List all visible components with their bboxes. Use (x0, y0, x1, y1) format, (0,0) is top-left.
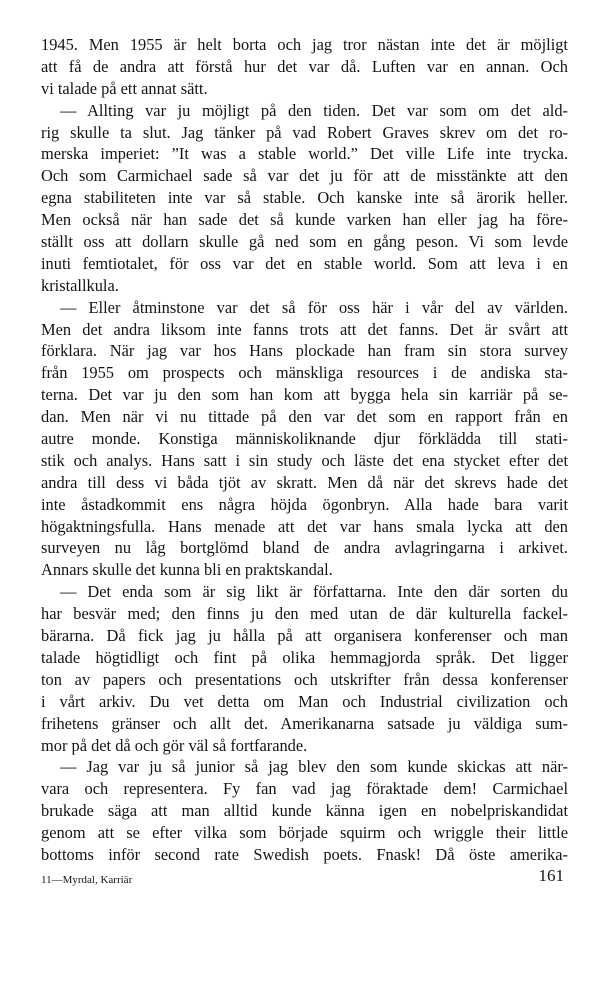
text-line: — Eller åtminstone var det så för oss här i vår del av världen. (60, 297, 568, 317)
text-line: — Det enda som är sig likt är författarna. Inte den där sorten du (60, 582, 568, 602)
text-line: inte åstadkommit ens några höjda ögonbryn. Alla hade bara varit (41, 494, 568, 514)
text-line: stik och analys. Hans satt i sin study och läste det ena stycket efter det (41, 450, 568, 470)
text-line: vara och representera. Fy fan vad jag föraktade dem! Carmichael (41, 779, 568, 799)
text-line: andra till dess vi båda tjöt av skratt. Men då när det skrevs hade det (41, 472, 568, 492)
text-line: talade högtidligt och fint på olika hemmagjorda språk. Det ligger (41, 647, 568, 667)
text-line: — Allting var ju möjligt på den tiden. Det var som om det ald- (60, 100, 568, 120)
text-line: 1945. Men 1955 är helt borta och jag tror nästan inte det är möjligt (41, 35, 568, 54)
text-line: inuti femtiotalet, för oss var det en stable world. Som att leva i en (41, 253, 568, 273)
text-line: högaktningsfulla. Hans menade att det var hans smala lycka att den (41, 516, 568, 536)
text-line: Och som Carmichael sade så var det ju för att de misstänkte att den (41, 166, 568, 186)
text-line: Men också när han sade det så kunde varken han eller jag ha före- (41, 210, 568, 230)
text-line: autre monde. Konstiga människoliknande djur förklädda till stati- (41, 429, 568, 449)
text-line: egna stabiliteten inte var så stable. Och kanske inte så ärorik heller. (41, 188, 568, 208)
text-line: att få de andra att förstå hur det var då. Luften var en annan. Och (41, 56, 568, 76)
text-line: — Jag var ju så junior så jag blev den som kunde skickas att när- (60, 757, 568, 777)
text-line: mor på det då och gör väl så fortfarande. (41, 735, 308, 755)
text-line: brukade säga att man alltid kunde känna igen en nobelpriskandidat (41, 801, 568, 821)
text-line: genom att se efter vilka som började squirm och wriggle their little (41, 823, 568, 843)
text-line: vi talade på ett annat sätt. (41, 78, 208, 98)
text-line: bottoms inför second rate Swedish poets. Fnask! Då öste amerika- (41, 844, 568, 864)
page-number: 161 (538, 866, 564, 885)
text-line: merska imperiet: ”It was a stable world.” Det ville Life inte trycka. (41, 144, 568, 164)
text-line: har besvär med; den finns ju den med utan de där kulturella fackel- (41, 604, 568, 624)
body-text (41, 34, 568, 866)
text-line: bärarna. Då fick jag ju hålla på att organisera konferenser och man (41, 626, 568, 646)
text-line: frihetens gränser och allt det. Amerikanarna satsade ju väldiga sum- (41, 713, 568, 733)
text-line: Annars skulle det kunna bli en praktskandal. (41, 560, 333, 580)
text-line: från 1955 om prospects och mänskliga resources i de andiska sta- (41, 363, 568, 383)
text-line: ställt oss att dollarn skulle gå ned som en gång peson. Vi som levde (41, 232, 568, 252)
page-footer (41, 866, 568, 890)
text-line: i vårt arkiv. Du vet detta om Man och Industrial civilization och (41, 691, 568, 711)
text-line: kristallkula. (41, 275, 119, 295)
text-line: rig skulle ta slut. Jag tänker på vad Robert Graves skrev om det ro- (41, 122, 568, 142)
text-line: surveyen nu låg bortglömd bland de andra avlagringarna i arkivet. (41, 538, 568, 558)
text-line: förklara. När jag var hos Hans plockade han fram sin stora survey (41, 341, 568, 361)
text-line: terna. Det var ju den som han kom att bygga hela sin karriär på se- (41, 385, 568, 405)
text-line: Men det andra liksom inte fanns trots att det fanns. Det är svårt att (41, 319, 568, 339)
printer-signature: 11—Myrdal, Karriär (41, 874, 133, 886)
text-line: ton av papers och presentations och utskrifter från dessa konferenser (41, 669, 568, 689)
text-line: dan. Men när vi nu tittade på den var det som en rapport från en (41, 407, 568, 427)
